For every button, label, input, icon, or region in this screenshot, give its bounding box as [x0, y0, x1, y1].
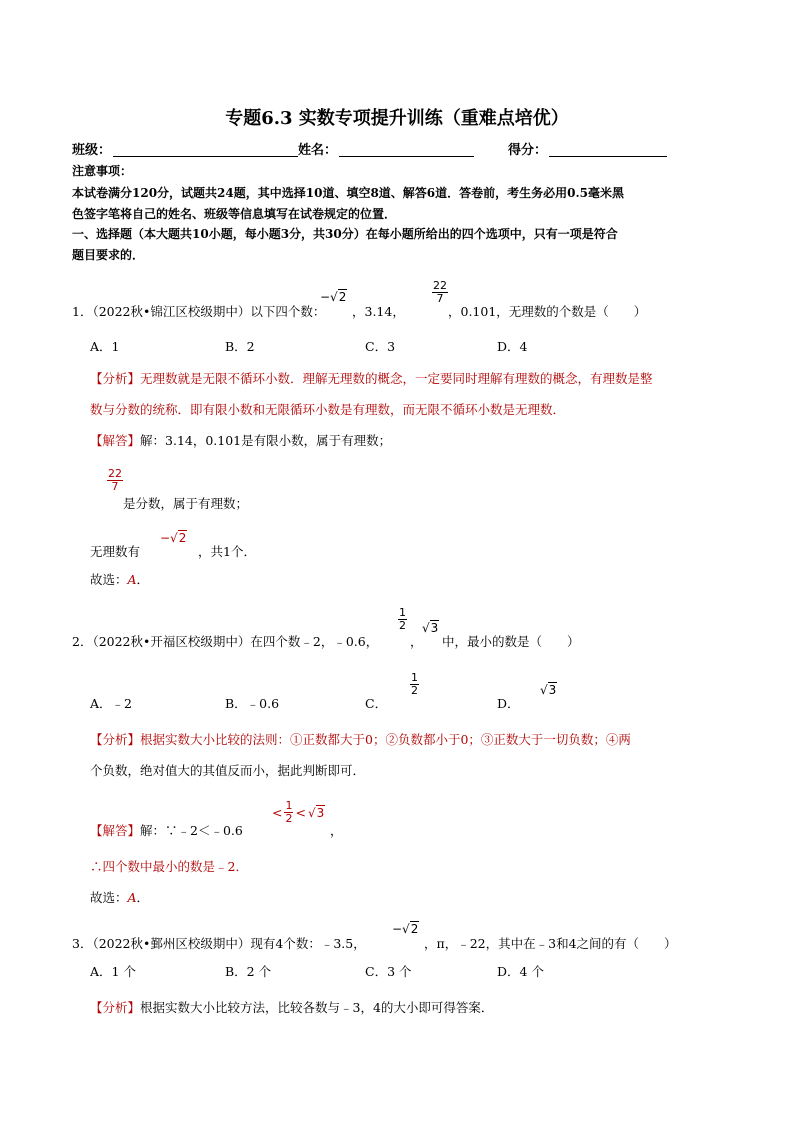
page-title: 专题6.3 实数专项提升训练（重难点培优）	[225, 108, 569, 129]
q2-answer-line-1: 【解答】解：∵﹣2＜﹣0.6	[90, 823, 243, 838]
q2-option-a[interactable]: A．﹣2	[90, 696, 132, 711]
q2-option-b[interactable]: B．﹣0.6	[225, 696, 280, 711]
question-2-stem-a: 2．（2022秋•开福区校级期中）在四个数﹣2，﹣0.6，	[72, 634, 379, 649]
q1-answer-fraction: $\frac{22}{7}$	[108, 467, 122, 494]
class-field	[72, 139, 298, 158]
q2-sqrt3: √3	[422, 621, 439, 635]
question-3-stem-a: 3．（2022秋•鄞州区校级期中）现有4个数：﹣3.5，	[72, 936, 366, 951]
q2-choice: 故选：A．	[90, 890, 150, 905]
q2-answer-fraction: $\frac{1}{2}$	[285, 799, 293, 826]
q1-option-a[interactable]: A．1	[90, 339, 120, 354]
q2-option-c[interactable]: C．	[365, 696, 388, 711]
q1-option-d[interactable]: D．4	[497, 339, 528, 354]
class-label: 班级：	[72, 143, 112, 158]
class-blank[interactable]	[113, 142, 298, 157]
q2-analysis-line-2: 个负数，绝对值大的其值反而小，据此判断即可．	[90, 763, 366, 778]
name-label: 姓名：	[298, 143, 338, 158]
q2-fraction-1-2: $\frac{1}{2}$	[399, 606, 406, 633]
question-1-stem: 1．（2022秋•锦江区校级期中）以下四个数：	[72, 304, 326, 319]
notice-line-2: 色签字笔将自己的姓名、班级等信息填写在试卷规定的位置．	[72, 207, 397, 221]
q1-analysis-line-1: 【分析】无理数就是无限不循环小数．理解无理数的概念，一定要同时理解有理数的概念，有理数是整	[90, 371, 653, 386]
neg-sqrt2-expr: −√2	[320, 290, 347, 304]
q1-answer-line-3b: ，共1个．	[198, 544, 256, 559]
q2-answer-line-2: ∴四个数中最小的数是﹣2．	[90, 859, 248, 874]
q3-analysis-line-1: 【分析】根据实数大小比较方法，比较各数与﹣3，4的大小即可得答案．	[90, 1000, 494, 1015]
q2-option-c-fraction: $\frac{1}{2}$	[411, 671, 418, 698]
q1-answer-line-2: 是分数，属于有理数；	[123, 496, 249, 511]
q3-option-a[interactable]: A．1 个	[90, 964, 136, 979]
fraction-22-7: $\frac{22}{7}$	[433, 279, 447, 306]
q1-answer-line-1: 【解答】解：3.14，0.101是有限小数，属于有理数；	[90, 433, 392, 448]
q2-answer-comma: ，	[330, 823, 343, 838]
q1-answer-line-3a: 无理数有	[90, 544, 141, 559]
q3-option-d[interactable]: D．4 个	[497, 964, 544, 979]
q3-option-b[interactable]: B．2 个	[225, 964, 272, 979]
q1-choice: 故选：A．	[90, 572, 150, 587]
q2-comma: ，	[410, 634, 423, 649]
q1-option-b[interactable]: B．2	[225, 339, 255, 354]
name-blank[interactable]	[339, 142, 474, 157]
question-1-stem-b: ，3.14，	[352, 304, 405, 319]
question-1-stem-c: ，0.101，无理数的个数是（ ）	[448, 304, 647, 319]
question-3-stem-b: ，π，﹣22，其中在﹣3和4之间的有（ ）	[424, 936, 677, 951]
q2-option-d-sqrt3: √3	[540, 683, 557, 697]
score-label: 得分：	[508, 143, 548, 158]
q1-analysis-line-2: 数与分数的统称．即有限小数和无限循环小数是有理数，而无限不循环小数是无理数．	[90, 402, 566, 417]
q2-option-d[interactable]: D．	[497, 696, 520, 711]
q3-option-c[interactable]: C．3 个	[365, 964, 412, 979]
score-blank[interactable]	[549, 142, 667, 157]
q1-answer-neg-sqrt2: −√2	[160, 531, 187, 545]
score-field	[508, 139, 667, 158]
q2-answer-inequality: < $\frac{1}{2}$ < √3	[272, 799, 325, 826]
section1-line-1: 一、选择题（本大题共10小题，每小题3分，共30分）在每小题所给出的四个选项中，只有一项是符合	[72, 227, 618, 241]
name-field	[298, 139, 474, 158]
q1-option-c[interactable]: C．3	[365, 339, 396, 354]
q2-analysis-line-1: 【分析】根据实数大小比较的法则：①正数都大于0；②负数都小于0；③正数大于一切负数；④两	[90, 732, 631, 747]
q3-neg-sqrt2: −√2	[392, 922, 419, 936]
notice-heading: 注意事项：	[72, 164, 133, 178]
q2-answer-sqrt3: √3	[307, 805, 325, 820]
question-2-stem-b: 中，最小的数是（ ）	[442, 634, 580, 649]
notice-line-1: 本试卷满分120分，试题共24题，其中选择10道、填空8道、解答6道．答卷前，考生务必用0.5毫米黑	[72, 186, 625, 200]
section1-line-2: 题目要求的．	[72, 248, 145, 262]
